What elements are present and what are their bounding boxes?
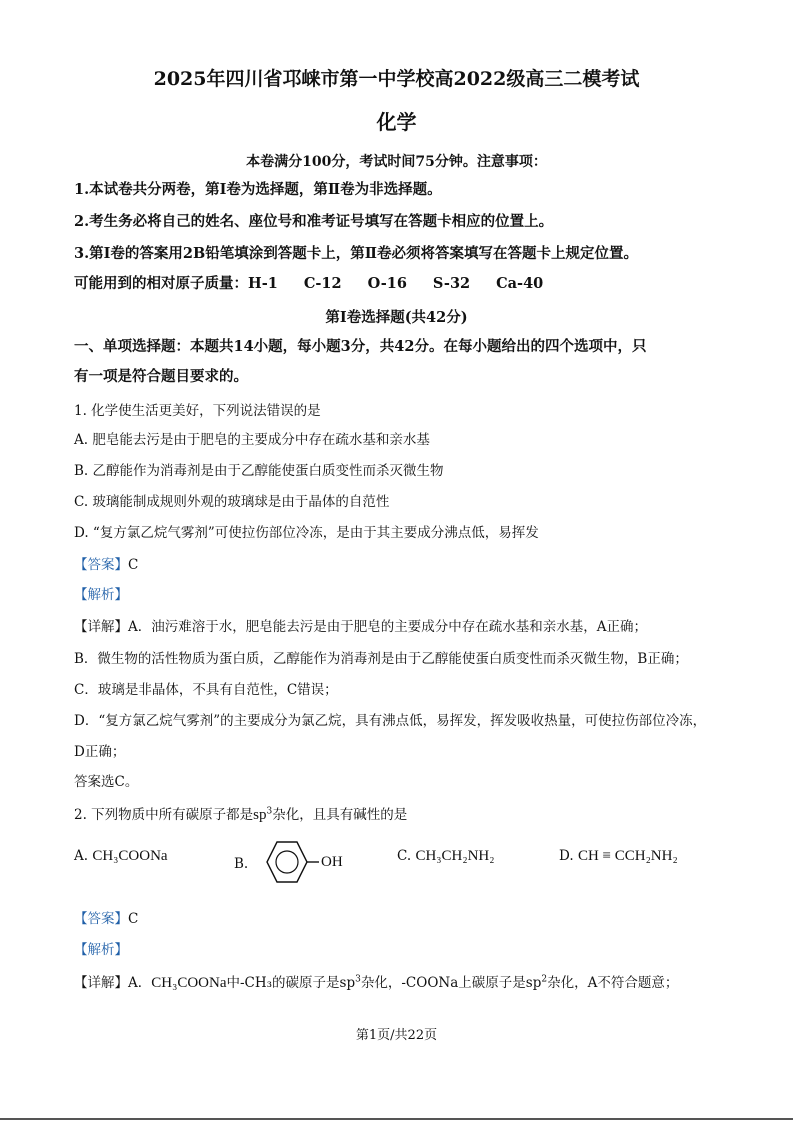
q2-option-a-formula: CH₃COONa: [92, 848, 168, 864]
q1-detail-d-line2: D正确；: [74, 744, 126, 760]
q2-detail-a-pre: A．: [128, 975, 152, 991]
q1-detail-a-text: A．油污难溶于水，肥皂能去污是由于肥皂的主要成分中存在疏水基和亲水基，A正确；: [128, 619, 647, 635]
notes-intro: 本卷满分100分，考试时间75分钟。注意事项：: [246, 154, 547, 170]
q1-option-d: D. “复方氯乙烷气雾剂”可使拉伤部位冷冻，是由于其主要成分沸点低，易挥发: [74, 525, 539, 541]
q2-option-b-label: B.: [234, 856, 249, 872]
atomic-masses: [74, 275, 543, 293]
q2-option-b: [234, 848, 249, 872]
q1-option-b: B. 乙醇能作为消毒剂是由于乙醇能使蛋白质变性而杀灭微生物: [74, 463, 444, 479]
note-item-1: 1.本试卷共分两卷，第Ⅰ卷为选择题，第Ⅱ卷为非选择题。: [74, 181, 442, 198]
q2-option-d: [559, 848, 678, 865]
bottom-divider: [0, 1118, 793, 1120]
section-heading: 第Ⅰ卷选择题(共42分): [325, 309, 468, 326]
answer-tag: 【答案】: [74, 557, 128, 573]
q1-analysis-tag: 【解析】: [74, 587, 128, 603]
q2-detail-a-formula: CH₃COONa: [151, 975, 227, 991]
q2-stem-pre: 2. 下列物质中所有碳原子都是: [74, 807, 254, 823]
detail-tag: 【详解】: [74, 975, 128, 991]
exam-title: 2025年四川省邛崃市第一中学校高2022级高三二模考试: [153, 68, 640, 90]
q2-option-d-label: D.: [559, 848, 574, 864]
q2-analysis-tag: 【解析】: [74, 942, 128, 958]
note-item-3: 3.第Ⅰ卷的答案用2B铅笔填涂到答题卡上，第Ⅱ卷必须将答案填写在答题卡上规定位置。: [74, 245, 638, 262]
section-instructions-line1: 一、单项选择题：本题共14小题，每小题3分，共42分。在每小题给出的四个选项中，只: [74, 338, 647, 355]
q2-option-a-label: A.: [74, 848, 89, 864]
q2-answer-value: C: [128, 911, 139, 927]
page-footer: 第1页/共22页: [355, 1028, 438, 1043]
q2-detail-a-post: 杂化，A不符合题意；: [547, 975, 679, 991]
q2-option-a: [74, 848, 168, 865]
q2-stem-sp: sp: [253, 807, 267, 823]
q2-option-c-formula: CH₃CH₂NH₂: [415, 848, 495, 864]
q2-option-c-label: C.: [397, 848, 412, 864]
q1-detail-b: B．微生物的活性物质为蛋白质，乙醇能作为消毒剂是由于乙醇能使蛋白质变性而杀灭微生物，B正确；: [74, 651, 688, 667]
atomic-mass-ca: Ca-40: [496, 275, 544, 292]
q2-stem-post: 杂化，且具有碱性的是: [272, 807, 408, 823]
q2-option-b-group: OH: [321, 854, 343, 870]
q1-detail-c: C．玻璃是非晶体，不具有自范性，C错误；: [74, 682, 338, 698]
atomic-mass-s: S-32: [432, 275, 471, 292]
section-instructions-line2: 有一项是符合题目要求的。: [74, 368, 248, 385]
q2-detail-a-sup2: 2: [541, 974, 548, 985]
q1-stem: 1. 化学使生活更美好，下列说法错误的是: [74, 403, 321, 419]
q1-detail-a: [74, 618, 647, 636]
note-item-2: 2.考生务必将自己的姓名、座位号和准考证号填写在答题卡相应的位置上。: [74, 213, 554, 230]
atomic-masses-label: 可能用到的相对原子质量：: [74, 275, 248, 292]
q2-stem: [74, 806, 407, 824]
q2-detail-a-mid1: 中-CH₃的碳原子是sp: [226, 975, 356, 991]
q1-option-c: C. 玻璃能制成规则外观的玻璃球是由于晶体的自范性: [74, 494, 390, 510]
subject-title: 化学: [376, 110, 417, 134]
q2-answer: [74, 910, 138, 928]
q2-stem-sup: 3: [266, 806, 273, 817]
q2-detail-a-sup1: 3: [355, 974, 361, 985]
q1-answer-value: C: [128, 557, 139, 573]
q1-answer: [74, 556, 138, 574]
atomic-mass-h: H-1: [248, 275, 278, 292]
atomic-mass-o: O-16: [367, 275, 407, 292]
q1-detail-d-line1: D．“复方氯乙烷气雾剂”的主要成分为氯乙烷，具有沸点低，易挥发，挥发吸收热量，可使拉伤部位冷冻，: [74, 713, 707, 729]
atomic-mass-c: C-12: [303, 275, 342, 292]
q2-detail-a-mid2: 杂化，-COONa上碳原子是sp: [360, 975, 542, 991]
answer-tag: 【答案】: [74, 911, 128, 927]
detail-tag: 【详解】: [74, 619, 128, 635]
q1-option-a: A. 肥皂能去污是由于肥皂的主要成分中存在疏水基和亲水基: [74, 432, 430, 448]
q2-option-c: [397, 848, 494, 865]
q2-detail-a: [74, 974, 678, 992]
q2-option-d-formula: CH ≡ CCH₂NH₂: [577, 848, 678, 864]
q1-conclusion: 答案选C。: [74, 774, 139, 790]
